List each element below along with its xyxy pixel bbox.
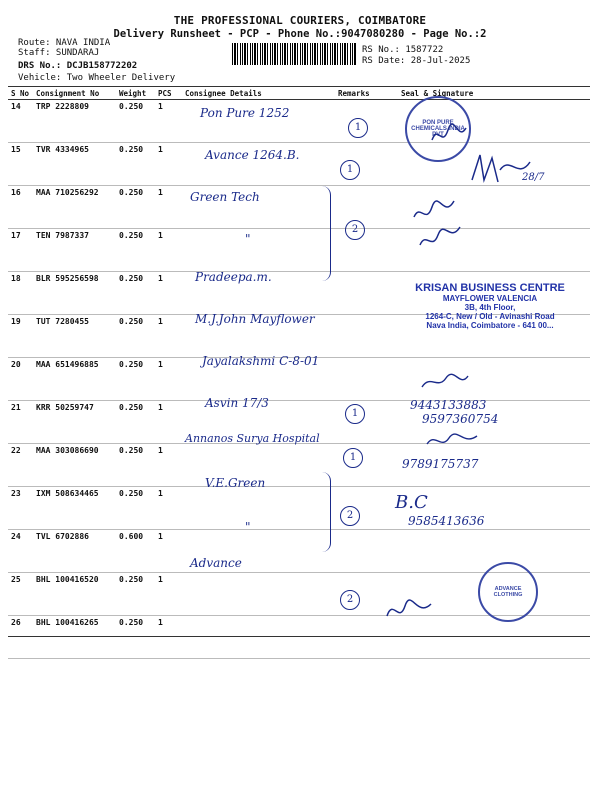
cell-sno: 26 (8, 616, 33, 659)
signature-15 (470, 150, 540, 190)
table-row (8, 616, 590, 659)
cell-weight: 0.250 (116, 573, 155, 616)
krisan-stamp (390, 282, 590, 330)
cell-remarks (335, 272, 398, 315)
signature-14 (430, 120, 470, 150)
cell-consignment-no: KRR 50259747 (33, 401, 116, 444)
cell-pcs: 1 (155, 100, 182, 143)
signature-20 (420, 372, 470, 392)
signature-16-17 (410, 195, 465, 255)
hw-consignee-17: " (245, 232, 251, 246)
cell-consignment-no: TVR 4334965 (33, 143, 116, 186)
cell-consignment-no: MAA 303086690 (33, 444, 116, 487)
cell-consignment-no: IXM 508634465 (33, 487, 116, 530)
cell-weight: 0.250 (116, 143, 155, 186)
bracket-16-18 (322, 186, 331, 281)
cell-sno: 23 (8, 487, 33, 530)
col-consignee: Consignee Details (182, 87, 335, 100)
barcode (232, 43, 357, 65)
col-remarks: Remarks (335, 87, 398, 100)
cell-sno: 17 (8, 229, 33, 272)
cell-sno: 21 (8, 401, 33, 444)
cell-consignee (182, 229, 335, 272)
col-consignment: Consignment No (33, 87, 116, 100)
cell-consignment-no: BLR 595256598 (33, 272, 116, 315)
col-sno: S No (8, 87, 33, 100)
phone-22: 9789175737 (402, 457, 479, 471)
advance-clothing-stamp: ADVANCE CLOTHING (478, 562, 538, 622)
krisan-line4: 1264-C, New / Old - Avinashi Road (425, 312, 555, 321)
table-row (8, 186, 590, 229)
cell-remarks (335, 186, 398, 229)
cell-weight: 0.250 (116, 229, 155, 272)
cell-weight: 0.250 (116, 358, 155, 401)
remark-mark-14: 1 (348, 118, 368, 138)
hw-consignee-20: Jayalakshmi C-8-01 (202, 354, 320, 368)
cell-remarks (335, 229, 398, 272)
table-row (8, 487, 590, 530)
remark-mark-23-24: 2 (340, 506, 360, 526)
remark-mark-15: 1 (340, 160, 360, 180)
cell-remarks (335, 358, 398, 401)
cell-pcs: 1 (155, 143, 182, 186)
hw-consignee-24: " (245, 520, 251, 534)
cell-pcs: 1 (155, 315, 182, 358)
cell-weight: 0.250 (116, 186, 155, 229)
ponpure-stamp: PON PURE CHEMICALS INDIA PVT (405, 96, 471, 162)
col-weight: Weight (116, 87, 155, 100)
col-seal-signature: Seal & Signature (398, 87, 590, 100)
remark-mark-22: 1 (343, 448, 363, 468)
cell-sno: 22 (8, 444, 33, 487)
krisan-name: KRISAN BUSINESS CENTRE (415, 282, 565, 294)
table-header-row (8, 87, 590, 100)
staff-label: Staff: SUNDARAJ (18, 48, 100, 58)
hw-consignee-25: Advance (190, 556, 242, 570)
rs-date: RS Date: 28-Jul-2025 (362, 56, 471, 66)
cell-pcs: 1 (155, 358, 182, 401)
phone-20: 9443133883 (410, 398, 487, 412)
cell-weight: 0.250 (116, 100, 155, 143)
cell-weight: 0.250 (116, 487, 155, 530)
table-row (8, 100, 590, 143)
cell-remarks (335, 530, 398, 573)
krisan-line3: 3B, 4th Floor, (464, 303, 516, 312)
remark-mark-16-18: 2 (345, 220, 365, 240)
phone-24: 9585413636 (408, 514, 485, 528)
col-pcs: PCS (155, 87, 182, 100)
cell-weight: 0.600 (116, 530, 155, 573)
cell-sno: 15 (8, 143, 33, 186)
cell-consignee (182, 573, 335, 616)
cell-sno: 18 (8, 272, 33, 315)
cell-sno: 14 (8, 100, 33, 143)
cell-remarks (335, 315, 398, 358)
table-row (8, 444, 590, 487)
phone-21: 9597360754 (422, 412, 499, 426)
cell-consignment-no: TUT 7280455 (33, 315, 116, 358)
table-row (8, 229, 590, 272)
krisan-line2: MAYFLOWER VALENCIA (442, 294, 538, 303)
hw-consignee-19: M.J.John Mayflower (195, 312, 315, 326)
krisan-line5: Nava India, Coimbatore - 641 00... (426, 321, 554, 330)
cell-weight: 0.250 (116, 315, 155, 358)
hw-consignee-15: Avance 1264.B. (205, 148, 300, 162)
hw-consignee-23: V.E.Green (205, 476, 266, 490)
cell-consignment-no: TVL 6702886 (33, 530, 116, 573)
cell-pcs: 1 (155, 530, 182, 573)
cell-remarks (335, 100, 398, 143)
cell-sno: 16 (8, 186, 33, 229)
hw-consignee-21: Asvin 17/3 (205, 396, 269, 410)
cell-consignee (182, 616, 335, 659)
hw-consignee-22: Annanos Surya Hospital (185, 432, 320, 445)
cell-remarks (335, 444, 398, 487)
cell-remarks (335, 401, 398, 444)
cell-sno: 19 (8, 315, 33, 358)
hw-consignee-16: Green Tech (190, 190, 260, 204)
cell-weight: 0.250 (116, 401, 155, 444)
signature-25-26 (385, 596, 435, 626)
bracket-23-24 (322, 472, 331, 552)
cell-consignment-no: BHL 100416520 (33, 573, 116, 616)
remark-mark-21: 1 (345, 404, 365, 424)
vehicle-label: Vehicle: Two Wheeler Delivery (18, 73, 176, 83)
cell-sno: 20 (8, 358, 33, 401)
cell-weight: 0.250 (116, 616, 155, 659)
cell-weight: 0.250 (116, 444, 155, 487)
table-bottom-rule (8, 636, 590, 637)
cell-pcs: 1 (155, 487, 182, 530)
rs-number: RS No.: 1587722 (362, 45, 444, 55)
cell-pcs: 1 (155, 573, 182, 616)
cell-pcs: 1 (155, 272, 182, 315)
cell-consignment-no: TEN 7987337 (33, 229, 116, 272)
cell-consignment-no: MAA 651496885 (33, 358, 116, 401)
cell-weight: 0.250 (116, 272, 155, 315)
drs-number: DRS No.: DCJB158772202 (18, 61, 138, 71)
cell-consignment-no: BHL 100416265 (33, 616, 116, 659)
hw-consignee-14: Pon Pure 1252 (200, 106, 290, 120)
handwritten-date-15: 28/7 (522, 172, 545, 183)
remark-mark-25-26: 2 (340, 590, 360, 610)
cell-pcs: 1 (155, 229, 182, 272)
cell-pcs: 1 (155, 444, 182, 487)
runsheet-subtitle: Delivery Runsheet - PCP - Phone No.:9047080280 - Page No.:2 (113, 28, 487, 40)
cell-pcs: 1 (155, 616, 182, 659)
cell-consignment-no: TRP 2228809 (33, 100, 116, 143)
cell-consignee (182, 487, 335, 530)
hw-consignee-18: Pradeepa.m. (195, 270, 272, 284)
cell-pcs: 1 (155, 186, 182, 229)
route-label: Route: NAVA INDIA (18, 38, 111, 48)
company-title: THE PROFESSIONAL COURIERS, COIMBATORE (173, 14, 427, 27)
cell-sno: 24 (8, 530, 33, 573)
signature-22 (425, 432, 480, 452)
cell-sno: 25 (8, 573, 33, 616)
cell-pcs: 1 (155, 401, 182, 444)
signature-24: B.C (395, 492, 428, 513)
cell-consignment-no: MAA 710256292 (33, 186, 116, 229)
